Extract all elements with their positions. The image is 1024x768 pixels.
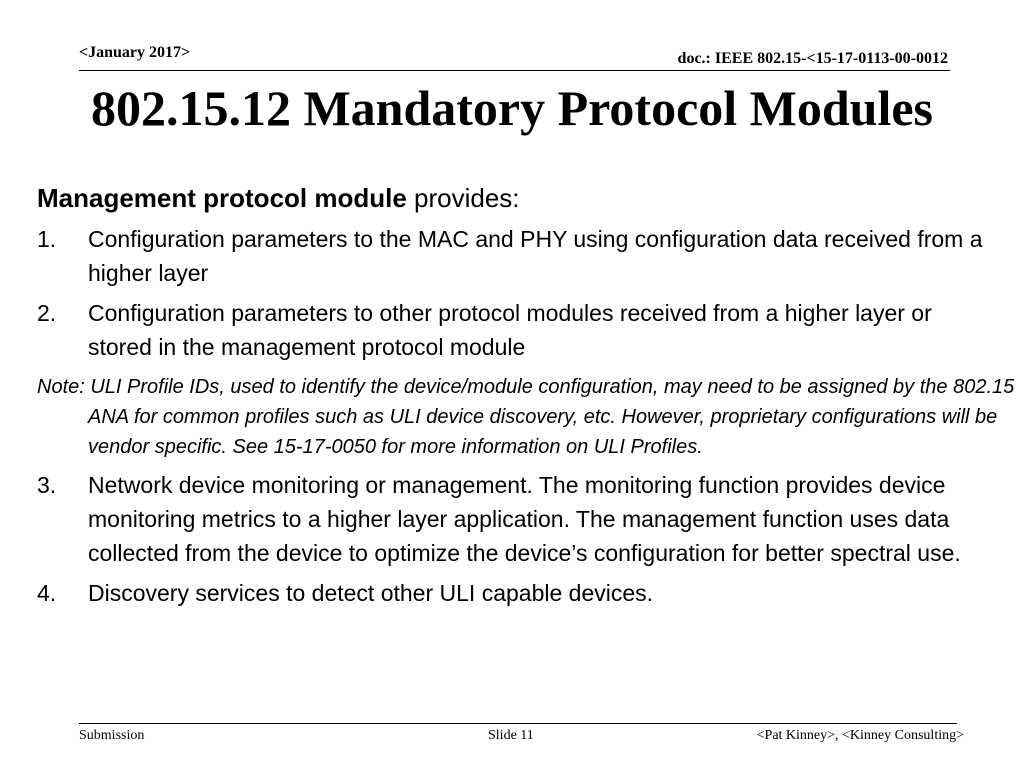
list-number: 4. [37,580,57,606]
list-item [37,576,997,610]
slide-title: 802.15.12 Mandatory Protocol Modules [90,80,934,136]
header-divider [79,70,950,71]
lead-paragraph [37,180,997,216]
footer-slide-number: Slide 11 [488,728,534,743]
footer-submission: Submission [79,728,145,743]
note-text: Note: ULI Profile IDs, used to identify the device/module configuration, may need to be assigned by the 802.15 ANA for common profiles such as ULI device discovery, etc. However, proprietary configurations will be vendor specific. See 15-17-0050 for more information on ULI Profiles. [37,376,1015,458]
lead-bold: Management protocol module [37,183,407,213]
list-text: Configuration parameters to other protocol modules received from a higher layer or stored in the management protocol module [88,300,932,360]
list-number: 3. [37,472,57,498]
list-item [37,222,997,290]
lead-rest: provides: [406,183,520,213]
footer-divider [79,723,957,724]
footer-author: <Pat Kinney>, <Kinney Consulting> [756,728,964,743]
header-date: <January 2017> [79,44,191,61]
list-number: 2. [37,300,57,326]
header-doc-id: doc.: IEEE 802.15-<15-17-0113-00-0012 [677,50,948,67]
list-text: Configuration parameters to the MAC and PHY using configuration data received from a higher layer [88,226,983,286]
list-text: Discovery services to detect other ULI capable devices. [88,580,654,606]
list-item [37,468,997,570]
list-text: Network device monitoring or management. The monitoring function provides device monitoring metrics to a higher layer application. The management function uses data collected from the device to optimize the device’s configuration for better spectral use. [88,472,961,566]
list-number: 1. [37,226,57,252]
list-item [37,296,997,364]
slide-body [37,180,1015,616]
